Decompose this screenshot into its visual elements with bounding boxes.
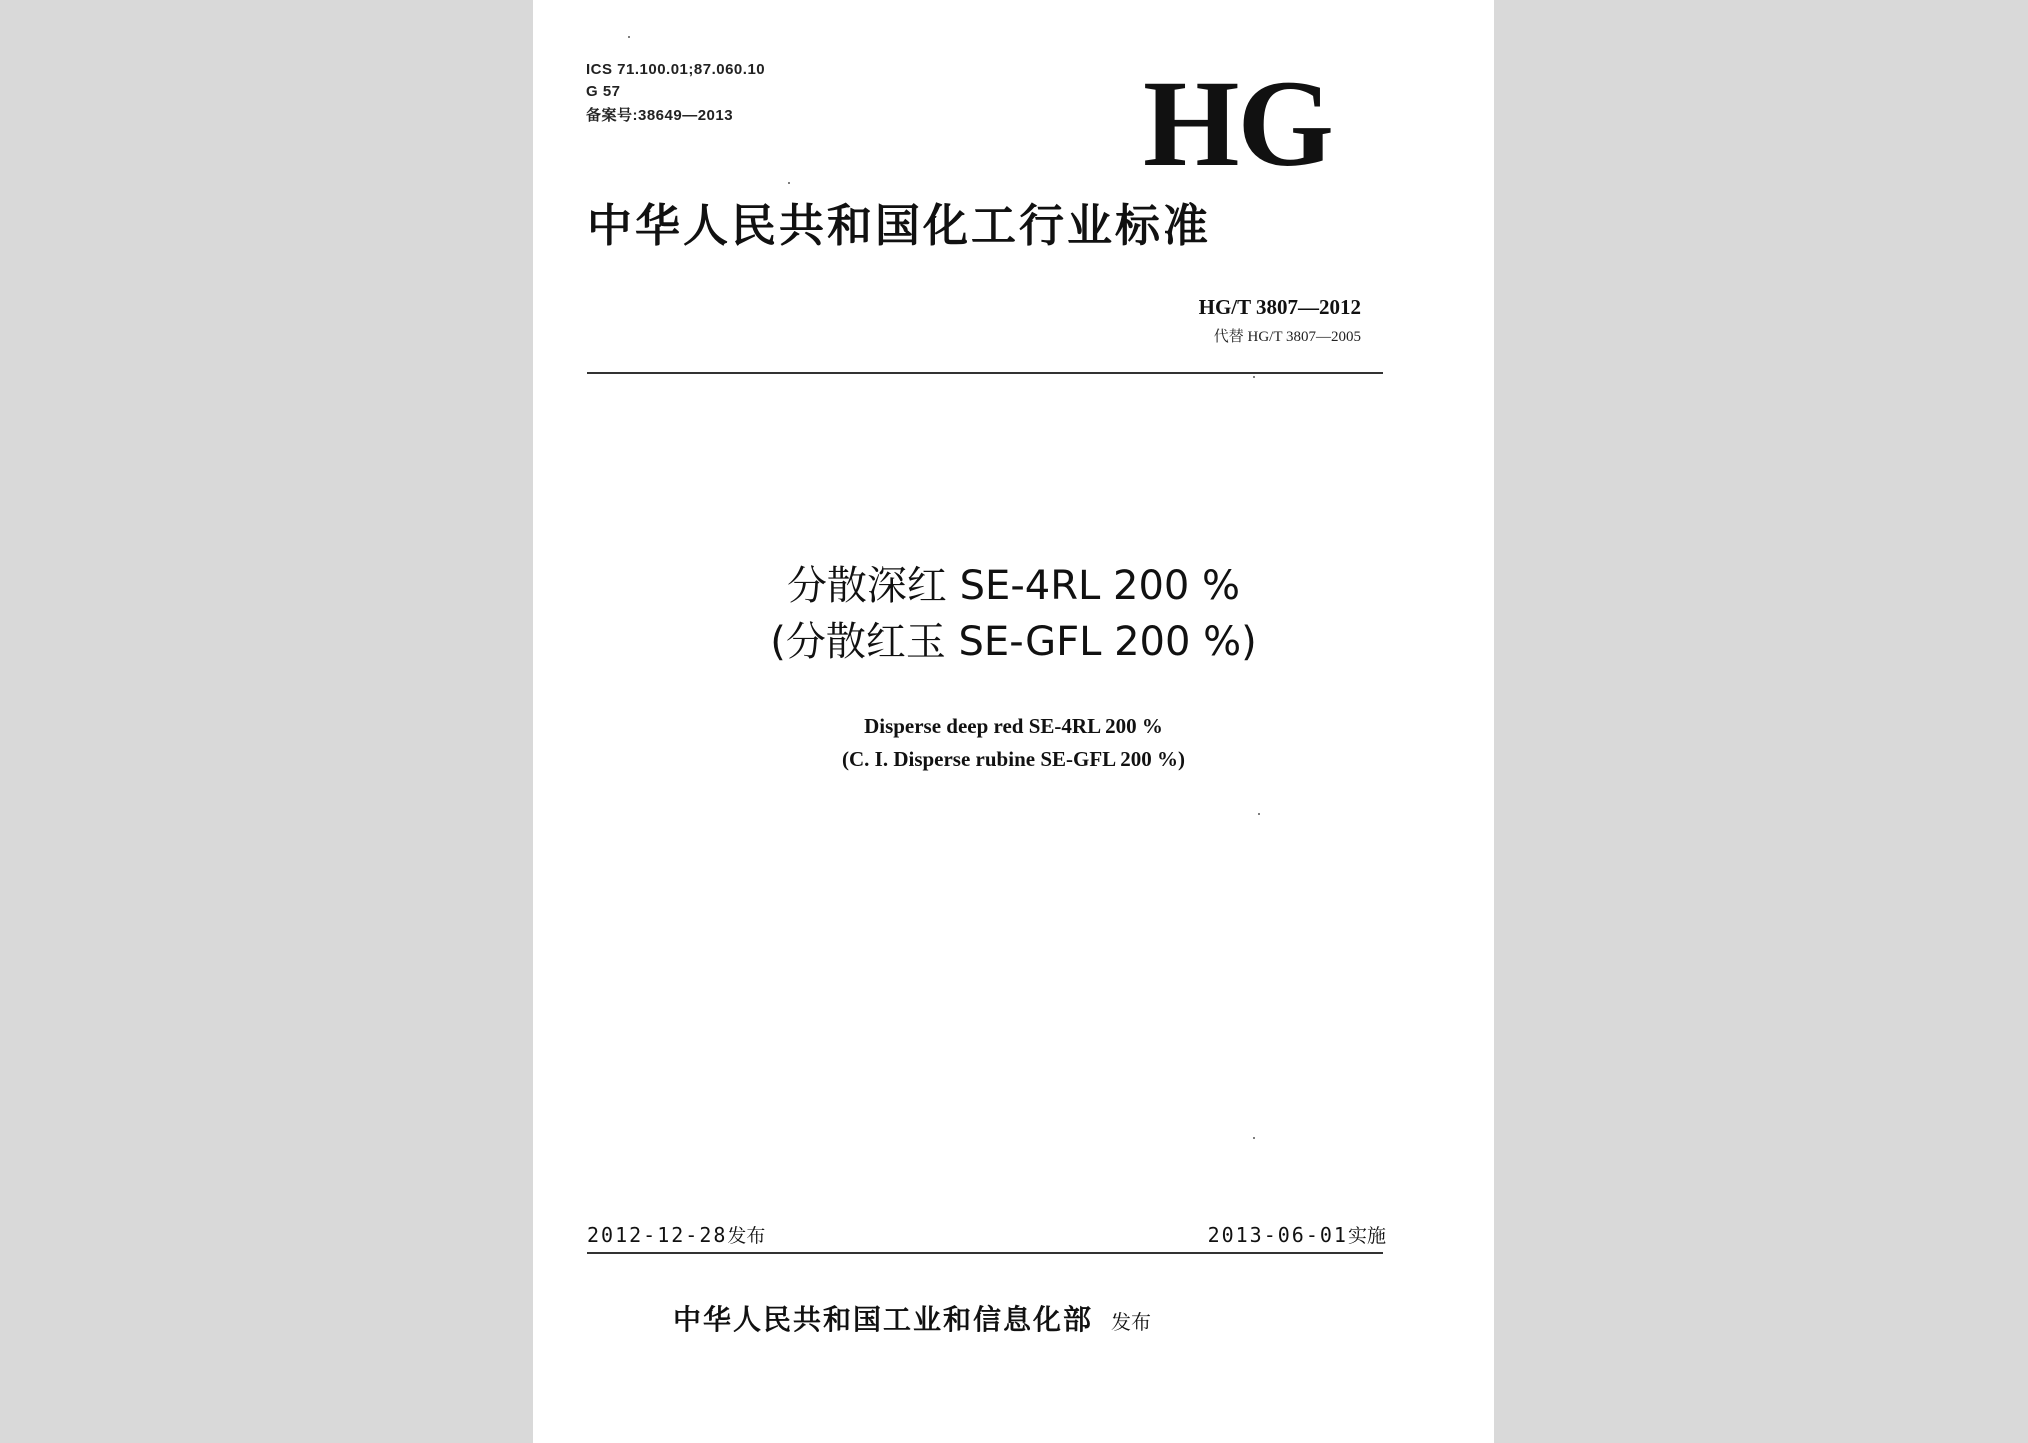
scan-speck	[788, 182, 790, 184]
scan-speck	[1258, 813, 1260, 815]
document-page	[533, 0, 1494, 1443]
effective-date	[1208, 1225, 1386, 1246]
english-title-line-2: (C. I. Disperse rubine SE-GFL 200 %)	[841, 747, 1185, 771]
filing-number: 备案号:38649—2013	[586, 107, 734, 124]
header-divider	[587, 372, 1383, 374]
publisher-name: 中华人民共和国工业和信息化部	[673, 1303, 1094, 1336]
ccs-code: G 57	[586, 83, 621, 100]
ics-code: ICS 71.100.01;87.060.10	[586, 61, 766, 78]
chinese-title-line-1: 分散深红 SE-4RL 200 %	[786, 563, 1241, 609]
scan-speck	[1253, 376, 1255, 378]
replaced-standard: 代替 HG/T 3807—2005	[1213, 329, 1361, 345]
effective-date-value: 2013-06-01	[1207, 1223, 1348, 1247]
scan-speck	[628, 36, 630, 38]
standard-category-title: 中华人民共和国化工行业标准	[587, 199, 1212, 252]
issue-date-value: 2012-12-28	[587, 1223, 728, 1247]
publisher-verb: 发布	[1111, 1310, 1152, 1334]
effective-date-label: 实施	[1347, 1225, 1386, 1247]
scan-speck	[1253, 1137, 1255, 1139]
footer-divider	[587, 1252, 1383, 1254]
chinese-title-line-2: (分散红玉 SE-GFL 200 %)	[770, 619, 1257, 665]
standard-code: HG/T 3807—2012	[1198, 295, 1361, 319]
issue-date	[587, 1225, 765, 1246]
publisher	[673, 1303, 1152, 1336]
english-title-line-1: Disperse deep red SE-4RL 200 %	[864, 714, 1163, 738]
issue-date-label: 发布	[727, 1225, 766, 1247]
hg-logo: HG	[1143, 55, 1332, 192]
